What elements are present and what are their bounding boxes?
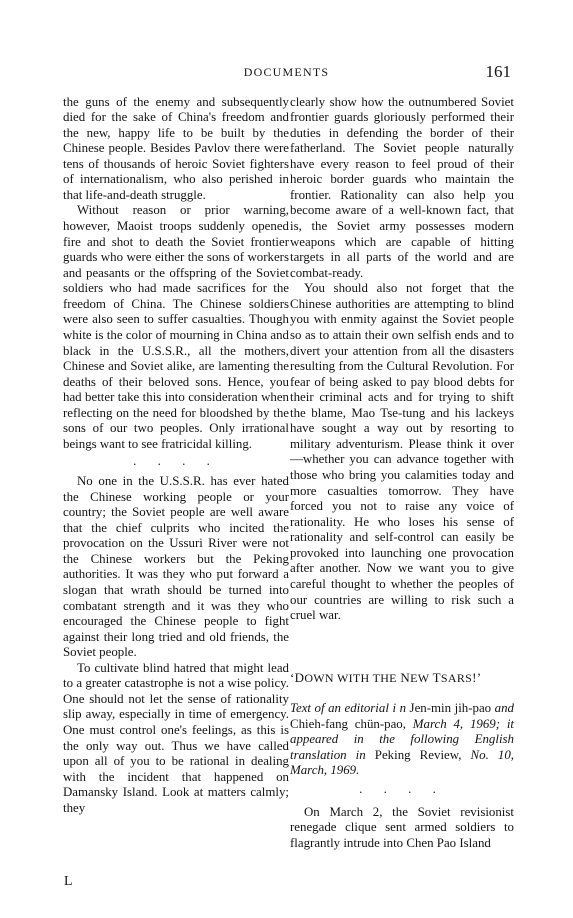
paragraph: On March 2, the Soviet revisionist renegade clique sent armed soldiers to flagrantly intrude into Chen Pao Island: [290, 804, 514, 850]
source-note: Text of an editorial i n Jen-min jih-pao and Chieh-fang chün-pao, March 4, 1969; it appeared in the following English translation in Peking Review, No. 10, March, 1969.: [290, 701, 515, 778]
page-header: [0, 62, 573, 84]
page-number: 161: [485, 62, 511, 81]
section-break-dots: . . . .: [359, 781, 445, 796]
paragraph: clearly show how the outnumbered Soviet frontier guards gloriously performed their duties in defending the border of their fatherland. The Soviet people naturally have every reason to feel proud of their heroic border guards who maintain the frontier. Rationality can also help you become aware of a well-known fact, that is, the Soviet army possesses modern weapons which are capable of hitting targets in all parts of the world and are combat-ready.: [290, 94, 514, 280]
running-head: DOCUMENTS: [243, 65, 330, 79]
signature-mark: L: [64, 874, 73, 889]
left-column: [63, 95, 289, 817]
right-column: [290, 95, 514, 852]
section-break-dots: . . . .: [133, 453, 219, 469]
paragraph: To cultivate blind hatred that might lead to a greater catastrophe is not a wise policy. One should not let the sense of rationality slip away, especially in time of emergency. One must control one's feelings, as this is the only way out. Thus we have called upon all of you to be rational in dealing with the incident that happened on Damansky Island. Look at matters calmly; they: [63, 660, 289, 815]
paragraph: the guns of the enemy and subsequently died for the sake of China's freedom and the new, happy life to be built by the Chinese people. Besides Pavlov there were tens of thousands of heroic Soviet fighters of internationalism, who also perished in that life-and-death struggle.: [63, 94, 289, 202]
section-title: ‘DOWN WITH THE NEW TSARS!’: [290, 669, 482, 685]
paragraph: Without reason or prior warning, however, Maoist troops suddenly opened fire and shot to death the Soviet frontier guards who were either the sons of workers and peasants or the offspring of the Soviet soldiers who had made sacrifices for the freedom of China. The Chinese soldiers were also seen to suffer casualties. Though white is the color of mourning in China and black in the U.S.S.R., all the mothers, Chinese and Soviet alike, are lamenting the deaths of their beloved sons. Hence, you had better take this into consideration when reflecting on the need for bloodshed by the sons of our two peoples. Only irrational beings want to see fratricidal killing.: [63, 203, 289, 451]
paragraph: You should also not forget that the Chinese authorities are attempting to blind you with enmity against the Soviet people so as to attain their own selfish ends and to divert your attention from all the disasters resulting from the Cultural Revolution. For fear of being asked to pay blood debts for their criminal acts and for trying to shift the blame, Mao Tse-tung and his lackeys have sought a way out by resorting to military adventurism. Please think it over—whether you can advance together with those who bring you calamities today and more casualties tomorrow. They have forced you not to raise any voice of rationality. He who loses his sense of rationality and self-control can easily be provoked into launching one provocation after another. Now we want you to give careful thought to whether the peoples of our countries are willing to risk such a cruel war.: [290, 281, 514, 623]
paragraph: No one in the U.S.S.R. has ever hated the Chinese working people or your country; the Soviet people are well aware that the chief culprits who incited the provocation on the Ussuri River were not the Chinese workers but the Peking authorities. It was they who put forward a slogan that wrath should be turned into combatant strength and it was they who encouraged the Chinese people to fight against their long tried and old friends, the Soviet people.: [63, 474, 289, 660]
